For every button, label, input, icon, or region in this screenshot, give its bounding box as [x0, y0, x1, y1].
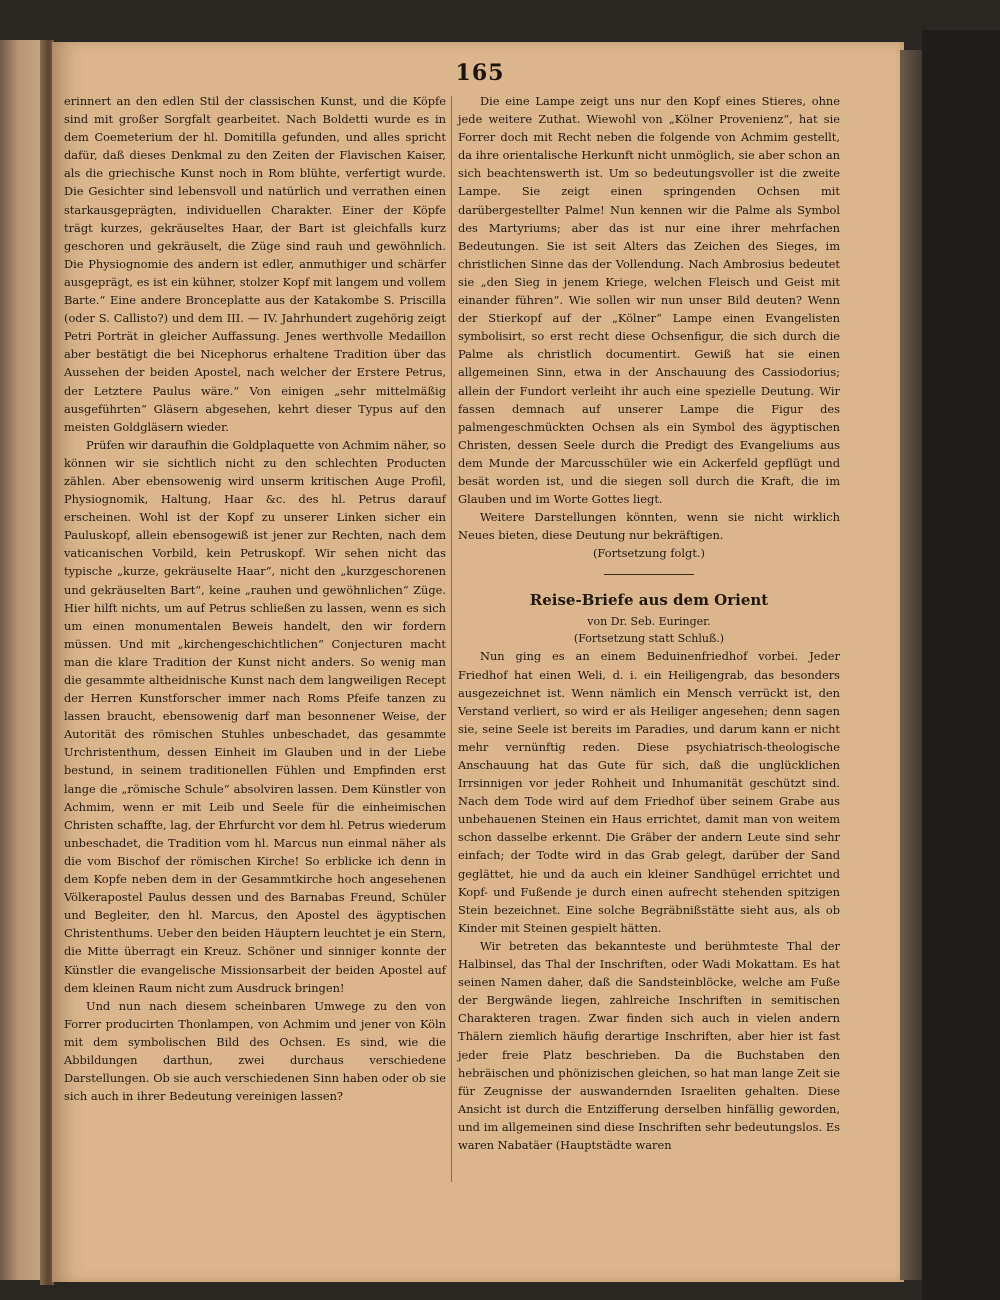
book-cover — [922, 30, 1000, 1300]
paragraph: Prüfen wir daraufhin die Goldplaquette von Achmim näher, so können wir sie sichtlich nicht zu den schlechten Producten zählen. Aber ebensowenig wird unserm kritischen Auge Profil, Physiognomik, Haltung, Haar &c. des hl. Petrus darauf erscheinen. Wohl ist der Kopf zu unserer Linken sicher ein Pauluskopf, allein ebensogewiß ist jener zur Rechten, nach dem vaticanischen Vorbild, kein Petruskopf. Wir sehen nicht das typische „kurze, gekräuselte Haar“, nicht den „kurzgeschorenen und gekräuselten Bart“, keine „rauhen und gewöhnlichen“ Züge. Hier hilft nichts, um auf Petrus schließen zu lassen, wenn es sich um einen monumentalen Beweis handelt, den wir fordern müssen. Und mit „kirchengeschichtlichen“ Conjecturen macht man die klare Tradition der Kunst nicht anders. So wenig man die gesammte altheidnische Kunst nach dem langweiligen Recept der Herren Kunstforscher immer nach Roms Pfeife tanzen zu lassen braucht, ebensowenig darf man besonnener Weise, der Autorität des römischen Stuhles unbeschadet, das gesammte Urchristenthum, dessen Einheit im Glauben und in der Liebe bestund, in seinem traditionellen Fühlen und Empfinden erst lange die „römische Schule“ absolviren lassen. Dem Künstler von Achmim, wenn er mit Leib und Seele für die einheimischen Christen schaffte, lag, der Ehrfurcht vor dem hl. Petrus wiederum unbeschadet, die Tradition vom hl. Marcus nun einmal näher als die vom Bischof der römischen Kirche! So erblicke ich denn in dem Kopfe neben dem in der Gesammtkirche hoch angesehenen Völkerapostel Paulus dessen und des Barnabas Freund, Schüler und Begleiter, den hl. Marcus, den Apostel des ägyptischen Christenthums. Ueber den beiden Häuptern leuchtet je ein Stern, die Mitte überragt ein Kreuz. Schöner und sinniger konnte der Künstler die evangelische Missionsarbeit der beiden Apostel auf dem kleinen Raum nicht zum Ausdruck bringen! — [64, 437, 446, 995]
article-byline: von Dr. Seb. Euringer. — [587, 615, 711, 629]
article-subnote: (Fortsetzung statt Schluß.) — [573, 632, 725, 646]
continuation-note: (Fortsetzung folgt.) — [592, 546, 705, 561]
column-divider — [451, 96, 452, 1182]
paragraph: Weitere Darstellungen könnten, wenn sie nicht wirklich Neues bieten, diese Deutung nur bekräftigen. — [458, 510, 840, 543]
paragraph: Nun ging es an einem Beduinenfriedhof vorbei. Jeder Friedhof hat einen Weli, d. i. ein Heiligengrab, das besonders ausgezeichnet ist. Wenn nämlich ein Mensch verrückt ist, den Verstand verliert, so wird er als Heiliger angesehen; denn sagen sie, seine Seele ist bereits im Paradies, und darum kann er nicht mehr vernünftig reden. Diese psychiatrisch-theologische Anschauung hat das Gute für sich, daß die unglücklichen Irrsinnigen vor jeder Rohheit und Inhumanität geschützt sind. Nach dem Tode wird auf dem Friedhof über seinem Grabe aus unbehauenen Steinen ein Haus errichtet, damit man von weitem schon dasselbe erkennt. Die Gräber der andern Leute sind sehr einfach; der Todte wird in das Grab gelegt, darüber der Sand geglättet, hie und da auch ein kleiner Sandhügel errichtet und Kopf- und Fußende je durch einen aufrecht stehenden spitzigen Stein bezeichnet. Eine solche Begräbnißstätte sieht aus, als ob Kinder mit Steinen gespielt hätten. — [458, 649, 840, 935]
paragraph: Wir betreten das bekannteste und berühmteste Thal der Halbinsel, das Thal der Inschriften, oder Wadi Mokattam. Es hat seinen Namen daher, daß die Sandsteinblöcke, welche am Fuße der Bergwände liegen, zahlreiche Inschriften in semitischen Charakteren tragen. Zwar finden sich auch in vielen andern Thälern ziemlich häufig derartige Inschriften, aber hier ist fast jeder freie Platz beschrieben. Da die Buchstaben den hebräischen und phönizischen gleichen, so hat man lange Zeit sie für Zeugnisse der auswandernden Israeliten gehalten. Diese Ansicht ist durch die Entzifferung derselben hinfällig geworden, und im allgemeinen sind diese Inschriften sehr bedeutungslos. Es waren Nabatäer (Hauptstädte waren — [458, 938, 840, 1152]
article-title: Reise-Briefe aus dem Orient — [529, 591, 769, 610]
section-rule — [604, 574, 694, 575]
left-column — [64, 92, 446, 1105]
paragraph: Die eine Lampe zeigt uns nur den Kopf eines Stieres, ohne jede weitere Zuthat. Wiewohl von „Kölner Provenienz“, hat sie Forrer doch mit Recht neben die folgende von Achmim gestellt, da ihre orientalische Herkunft nicht unmöglich, sie aber schon an sich beachtenswerth ist. Um so bedeutungsvoller ist die zweite Lampe. Sie zeigt einen springenden Ochsen mit darübergestellter Palme! Nun kennen wir die Palme als Symbol des Martyriums; aber das ist nur eine ihrer mehrfachen Bedeutungen. Sie ist seit Alters das Zeichen des Sieges, im christlichen Sinne das der Vollendung. Nach Ambrosius bedeutet sie „den Sieg in jenem Kriege, welchen Fleisch und Geist mit einander führen“. Wie sollen wir nun unser Bild deuten? Wenn der Stierkopf auf der „Kölner“ Lampe einen Evangelisten symbolisirt, so erst recht diese Ochsenfigur, die sich durch die Palme als christlich documentirt. Gewiß hat sie einen allgemeinen Sinn, etwa in der Anschauung des Cassiodorius; allein der Fundort verleiht ihr auch eine spezielle Deutung. Wir fassen demnach auf unserer Lampe die Figur des palmengeschmückten Ochsen als ein Symbol des ägyptischen Christen, dessen Seele durch die Predigt des Evangeliums aus dem Munde der Marcusschüler wie ein Ackerfeld gepflügt und besät worden ist, und die siegen soll durch die Kraft, die im Glauben und im Worte Gottes liegt. — [458, 94, 840, 507]
paragraph: Und nun nach diesem scheinbaren Umwege zu den von Forrer producirten Thonlampen, von Achmim und jener von Köln mit dem symbolischen Bild des Ochsen. Es sind, wie die Abbildungen darthun, zwei durchaus verschiedene Darstellungen. Ob sie auch verschiedenen Sinn haben oder ob sie sich auch in ihrer Bedeutung vereinigen lassen? — [64, 998, 446, 1104]
paragraph: erinnert an den edlen Stil der classischen Kunst, und die Köpfe sind mit großer Sorgfalt gearbeitet. Nach Boldetti wurde es in dem Coemeterium der hl. Domitilla gefunden, und alles spricht dafür, daß dieses Denkmal zu den Zeiten der Flavischen Kaiser, als die griechische Kunst noch in Rom blühte, verfertigt wurde. Die Gesichter sind lebensvoll und natürlich und verrathen einen starkausgeprägten, individuellen Charakter. Einer der Köpfe trägt kurzes, gekräuseltes Haar, der Bart ist gleichfalls kurz geschoren und gekräuselt, die Züge sind rauh und gewöhnlich. Die Physiognomie des andern ist edler, anmuthiger und schärfer ausgeprägt, es ist ein kühner, stolzer Kopf mit langem und vollem Barte.“ Eine andere Bronceplatte aus der Katakombe S. Priscilla (oder S. Callisto?) und dem III. — IV. Jahrhundert zugehörig zeigt Petri Porträt in gleicher Auffassung. Jenes werthvolle Medaillon aber bestätigt die bei Nicephorus erhaltene Tradition über das Aussehen der beiden Apostel, nach welcher der Erstere Petrus, der Letztere Paulus wäre.“ Von einigen „sehr mittelmäßig ausgeführten“ Gläsern abgesehen, kehrt dieser Typus auf den meisten Goldgläsern wieder. — [64, 94, 446, 434]
page-number: 165 — [455, 60, 505, 86]
right-column — [458, 92, 840, 1154]
